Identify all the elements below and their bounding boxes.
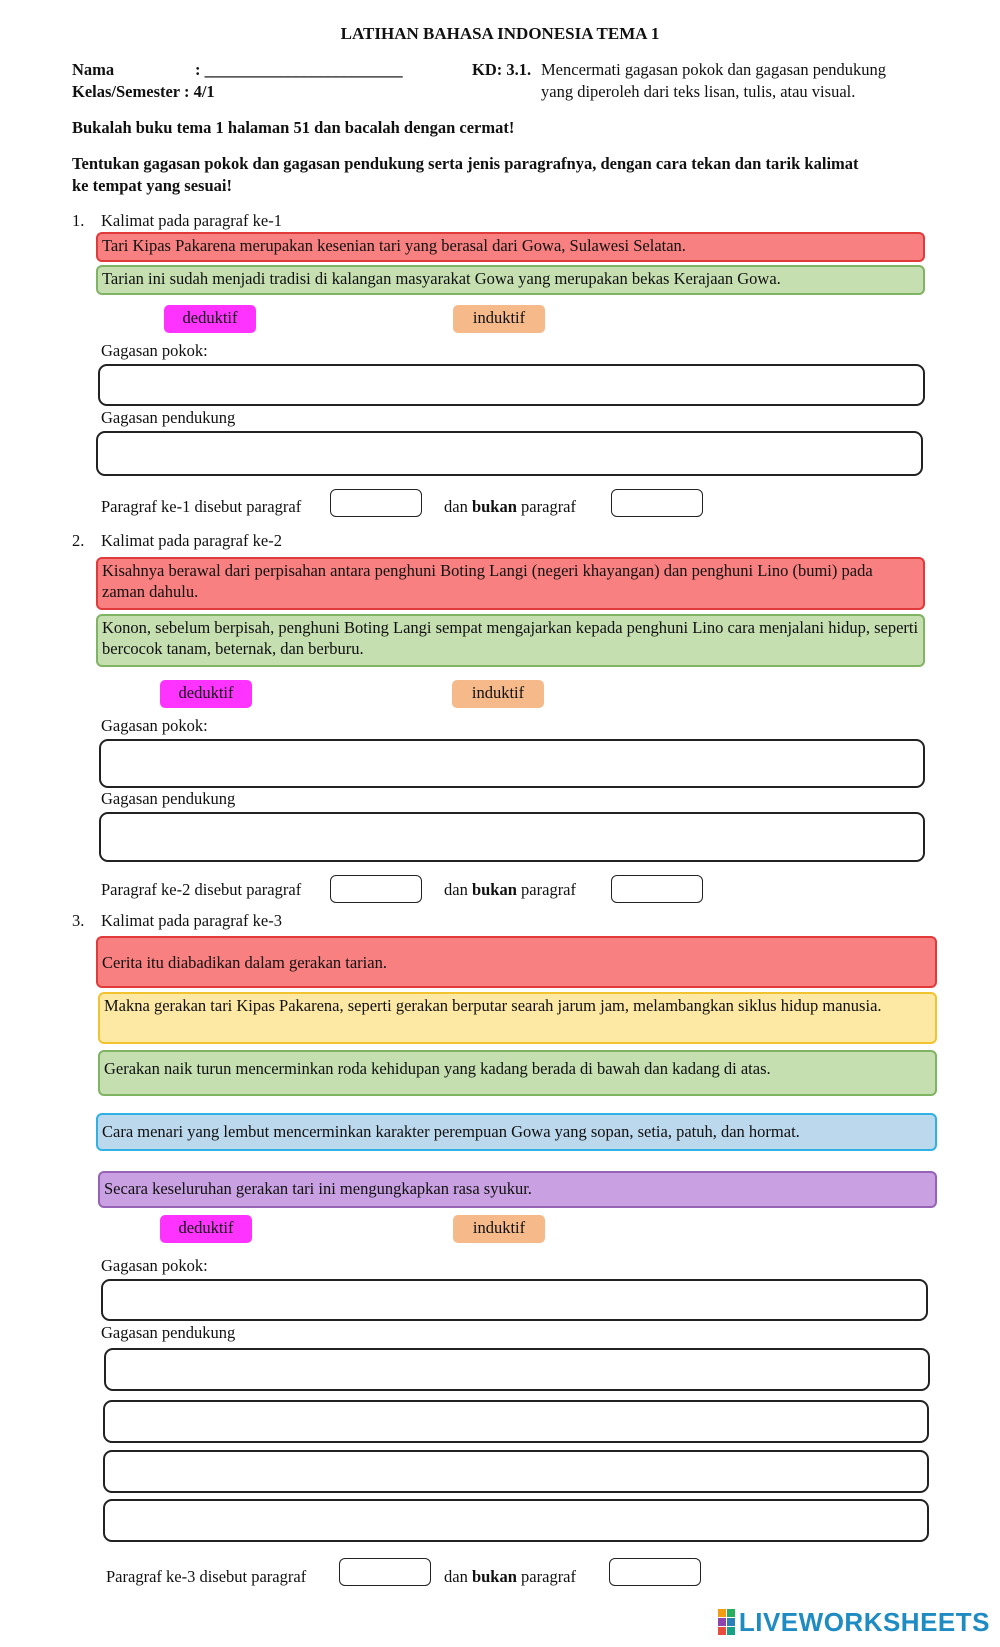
q1-induktif-chip[interactable]: induktif [453, 305, 545, 333]
q1-sentence-1[interactable]: Tari Kipas Pakarena merupakan kesenian tari yang berasal dari Gowa, Sulawesi Selatan. [96, 232, 925, 262]
q3-gagasan-pendukung-dropzone-3[interactable] [103, 1450, 929, 1493]
q3-number: 3. [72, 911, 85, 930]
q3-summary-text: Paragraf ke-3 disebut paragraf [106, 1567, 307, 1586]
q2-gagasan-pokok-label: Gagasan pokok: [101, 716, 208, 735]
q2-sentence-1[interactable]: Kisahnya berawal dari perpisahan antara penghuni Boting Langi (negeri khayangan) dan penghuni Lino (bumi) pada zaman dahulu. [96, 557, 925, 610]
q1-gagasan-pokok-label: Gagasan pokok: [101, 341, 208, 360]
q3-gagasan-pokok-dropzone[interactable] [101, 1279, 928, 1321]
dan-word: dan [444, 497, 468, 516]
paragraf-word: paragraf [521, 880, 577, 899]
bukan-word: bukan [471, 497, 517, 516]
q3-gagasan-pendukung-label: Gagasan pendukung [101, 1323, 236, 1342]
q3-dan-text [444, 1567, 576, 1587]
q2-gagasan-pokok-dropzone[interactable] [99, 739, 925, 788]
q3-sentence-4[interactable]: Cara menari yang lembut mencerminkan karakter perempuan Gowa yang sopan, setia, patuh, dan hormat. [96, 1113, 937, 1151]
q1-gagasan-pendukung-dropzone[interactable] [96, 431, 923, 476]
q3-sentence-2[interactable]: Makna gerakan tari Kipas Pakarena, seperti gerakan berputar searah jarum jam, melambangkan siklus hidup manusia. [98, 992, 937, 1044]
instruction-3: ke tempat yang sesuai! [72, 176, 232, 195]
kd-text-1: Mencermati gagasan pokok dan gagasan pendukung [541, 60, 887, 79]
instruction-1: Bukalah buku tema 1 halaman 51 dan bacalah dengan cermat! [72, 118, 515, 137]
q3-heading: Kalimat pada paragraf ke-3 [101, 911, 282, 930]
q3-jenis-dropzone[interactable] [339, 1558, 431, 1586]
paragraf-word: paragraf [521, 497, 577, 516]
dan-word: dan [444, 880, 468, 899]
kd-label: KD: 3.1. [472, 60, 532, 79]
logo-text: LIVEWORKSHEETS [738, 1606, 990, 1637]
q1-dan-text [444, 497, 576, 517]
q2-heading: Kalimat pada paragraf ke-2 [101, 531, 282, 550]
bukan-word: bukan [471, 880, 517, 899]
q3-gagasan-pendukung-dropzone-1[interactable] [104, 1348, 930, 1391]
q3-gagasan-pokok-label: Gagasan pokok: [101, 1256, 208, 1275]
nama-value: : ________________________ [195, 60, 403, 79]
kelas-label: Kelas/Semester : 4/1 [72, 82, 215, 101]
q1-gagasan-pokok-dropzone[interactable] [98, 364, 925, 406]
q1-deduktif-chip[interactable]: deduktif [164, 305, 256, 333]
q2-jenis-dropzone[interactable] [330, 875, 422, 903]
liveworksheets-logo [718, 1607, 990, 1637]
dan-word: dan [444, 1567, 468, 1586]
q3-induktif-chip[interactable]: induktif [453, 1215, 545, 1243]
q1-sentence-2[interactable]: Tarian ini sudah menjadi tradisi di kalangan masyarakat Gowa yang merupakan bekas Kerajaan Gowa. [96, 265, 925, 295]
q2-summary-text: Paragraf ke-2 disebut paragraf [101, 880, 302, 899]
logo-icon [718, 1609, 735, 1635]
q2-dan-text [444, 880, 576, 900]
paragraf-word: paragraf [521, 1567, 577, 1586]
q1-summary-text: Paragraf ke-1 disebut paragraf [101, 497, 302, 516]
q3-bukan-dropzone[interactable] [609, 1558, 701, 1586]
q2-bukan-dropzone[interactable] [611, 875, 703, 903]
q2-induktif-chip[interactable]: induktif [452, 680, 544, 708]
q2-sentence-2[interactable]: Konon, sebelum berpisah, penghuni Boting Langi sempat mengajarkan kepada penghuni Lino cara menjalani hidup, seperti bercocok tanam, beternak, dan berburu. [96, 614, 925, 667]
nama-label: Nama [72, 60, 115, 79]
q2-gagasan-pendukung-label: Gagasan pendukung [101, 789, 236, 808]
q3-gagasan-pendukung-dropzone-2[interactable] [103, 1400, 929, 1443]
q3-sentence-3[interactable]: Gerakan naik turun mencerminkan roda kehidupan yang kadang berada di bawah dan kadang di atas. [98, 1050, 937, 1096]
q1-heading: Kalimat pada paragraf ke-1 [101, 211, 282, 230]
kd-text-2: yang diperoleh dari teks lisan, tulis, atau visual. [541, 82, 856, 101]
q1-number: 1. [72, 211, 85, 230]
q1-gagasan-pendukung-label: Gagasan pendukung [101, 408, 236, 427]
q1-jenis-dropzone[interactable] [330, 489, 422, 517]
q3-sentence-1[interactable]: Cerita itu diabadikan dalam gerakan tarian. [96, 936, 937, 988]
q2-deduktif-chip[interactable]: deduktif [160, 680, 252, 708]
instruction-2: Tentukan gagasan pokok dan gagasan pendukung serta jenis paragrafnya, dengan cara tekan dan tarik kalimat [72, 154, 859, 173]
q3-sentence-5[interactable]: Secara keseluruhan gerakan tari ini mengungkapkan rasa syukur. [98, 1171, 937, 1208]
q3-gagasan-pendukung-dropzone-4[interactable] [103, 1499, 929, 1542]
bukan-word: bukan [471, 1567, 517, 1586]
worksheet-title: LATIHAN BAHASA INDONESIA TEMA 1 [340, 24, 660, 43]
q2-gagasan-pendukung-dropzone[interactable] [99, 812, 925, 862]
q2-number: 2. [72, 531, 85, 550]
q3-deduktif-chip[interactable]: deduktif [160, 1215, 252, 1243]
q1-bukan-dropzone[interactable] [611, 489, 703, 517]
